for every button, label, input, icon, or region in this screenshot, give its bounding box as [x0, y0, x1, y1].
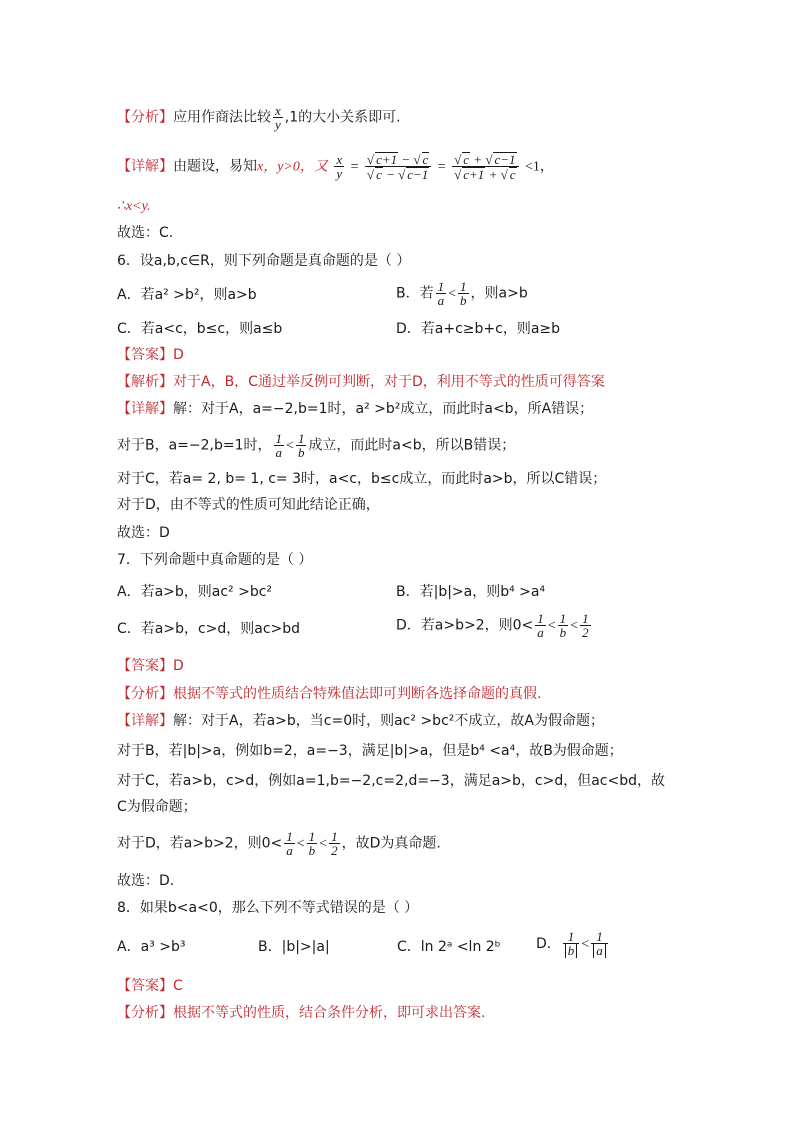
q6-detail-2: 对于B，a=−2,b=1时， $\frac{1}{a}$ < $\frac{1}{b}$ 成立，而此时a<b，所以B错误；	[117, 431, 516, 460]
q6-detail-4: 对于D，由不等式的性质可知此结论正确，	[117, 497, 380, 513]
tag-detail: 【详解】	[117, 158, 173, 175]
q6-option-a: A．若a² >b²，则a>b	[117, 287, 257, 303]
q7-detail-1: 【详解】解：对于A，若a>b，当c=0时，则ac² >bc²不成立，故A为假命题；	[117, 713, 604, 729]
q7-detail-3: 对于C，若a>b，c>d，例如a=1,b=−2,c=2,d=−3，满足a>b，c>d，但ac<bd，故	[117, 773, 665, 789]
q6-stem: 6．设a,b,c∈R，则下列命题是真命题的是（ ）	[117, 253, 411, 269]
q8-option-c: C．ln 2ᵃ <ln 2ᵇ	[397, 939, 501, 955]
q7-detail-3b: C为假命题；	[117, 799, 197, 815]
q7-choice: 故选：D.	[117, 873, 175, 889]
q7-option-c: C．若a>b，c>d，则ac>bd	[117, 621, 301, 637]
q7-detail-2: 对于B，若|b|>a，例如b=2，a=−3，满足|b|>a，但是b⁴ <a⁴，故B为假命题；	[117, 743, 623, 759]
fraction-sqrt-expr-2: $\frac{√ c + √ c-1}{√ c+1 + √ c}$	[452, 152, 518, 181]
q7-stem: 7．下列命题中真命题的是（ ）	[117, 552, 313, 568]
q8-option-d: D． $\frac{1}{b}$ < $\frac{1}{a}$	[536, 930, 610, 958]
q6-detail-1: 【详解】解：对于A，a=−2,b=1时，a² >b²成立，而此时a<b，所A错误；	[117, 401, 594, 417]
q7-detail-4: 对于D，若a>b>2，则0< $\frac{1}{a}$ < $\frac{1}{b}$ < $\frac{1}{2}$ ，故D为真命题.	[117, 829, 441, 858]
analysis-line-p1: 【分析】应用作商法比较 $\frac{x}{y}$ ,1的大小关系即可.	[117, 103, 401, 132]
choice-line-p1: 故选：C.	[117, 225, 174, 241]
q8-answer-line: 【答案】C	[117, 978, 183, 994]
fraction-1-over-a: $\frac{1}{a}$	[437, 279, 445, 308]
q6-option-d: D．若a+c≥b+c，则a≥b	[396, 321, 561, 337]
q6-option-b: B．若 $\frac{1}{a}$ < $\frac{1}{b}$ ，则a>b	[396, 279, 528, 308]
q8-analysis-line: 【分析】根据不等式的性质，结合条件分析，即可求出答案.	[117, 1005, 486, 1021]
q6-option-c: C．若a<c，b≤c，则a≤b	[117, 321, 283, 337]
q8-answer: C	[173, 978, 183, 994]
q7-option-b: B．若|b|>a，则b⁴ >a⁴	[396, 584, 546, 600]
q6-answer-line: 【答案】D	[117, 347, 184, 363]
q8-option-a: A．a³ >b³	[117, 939, 186, 955]
q7-option-a: A．若a>b，则ac² >bc²	[117, 584, 273, 600]
q7-analysis-line: 【分析】根据不等式的性质结合特殊值法即可判断各选择命题的真假.	[117, 686, 542, 702]
q8-stem: 8．如果b<a<0，那么下列不等式错误的是（ ）	[117, 900, 419, 916]
fraction-x-over-y-2: $\frac{x}{y}$	[336, 152, 343, 181]
q6-answer: D	[173, 347, 184, 363]
q6-jiexi-line: 【解析】对于A，B，C通过举反例可判断，对于D，利用不等式的性质可得答案	[117, 374, 605, 390]
q7-answer-line: 【答案】D	[117, 658, 184, 674]
q6-detail-3: 对于C，若a= 2, b= 1, c= 3时，a<c，b≤c成立，而此时a>b，所以C错误；	[117, 471, 607, 487]
detail-line-p1: 【详解】由题设，易知x，y>0，又 $\frac{x}{y}$ = $\frac{√ c+1 - √ c}{√ c - √ c-1}$ = $\frac{√ c + √ c-1}{√ c+1 + √ c}$ <1，	[117, 152, 554, 182]
q7-option-d: D．若a>b>2，则0< $\frac{1}{a}$ < $\frac{1}{b}$ < $\frac{1}{2}$	[396, 611, 589, 640]
fraction-1-over-b: $\frac{1}{b}$	[460, 279, 467, 308]
q8-option-b: B．|b|>|a|	[258, 939, 330, 955]
fraction-sqrt-expr-1: $\frac{√ c+1 - √ c}{√ c - √ c-1}$	[365, 152, 431, 181]
fraction-x-over-y: $\frac{x}{y}$	[275, 103, 281, 132]
conclusion-line-p1: ∴x<y.	[117, 199, 151, 214]
q6-choice: 故选：D	[117, 525, 170, 541]
tag-analysis: 【分析】	[117, 109, 173, 126]
q7-answer: D	[173, 658, 184, 674]
